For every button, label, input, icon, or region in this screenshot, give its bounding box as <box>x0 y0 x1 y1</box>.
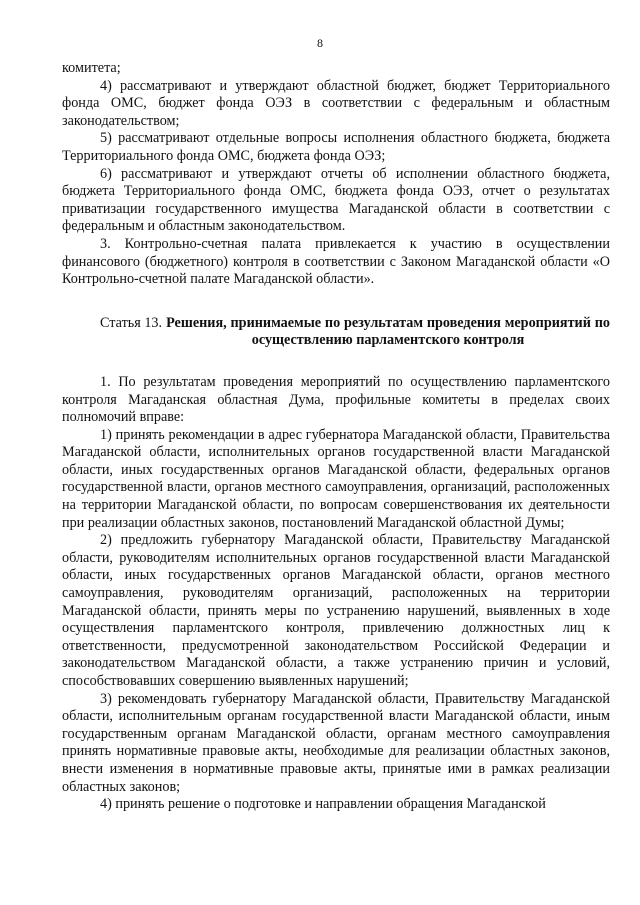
document-body <box>62 60 610 814</box>
article-heading <box>62 315 610 350</box>
page-number: 8 <box>317 36 323 50</box>
paragraph: 4) принять решение о подготовке и направлении обращения Магаданской <box>100 796 546 813</box>
paragraph: комитета; <box>62 60 121 76</box>
article-label: Статья 13. <box>100 314 163 331</box>
paragraph: 6) рассматривают и утверждают отчеты об исполнении областного бюджета, бюджета Территориального фонда ОМС, бюджета фонда ОЭЗ, отчет о результатах приватизации государственного имущества Магаданской области в соответствии с федеральным и областным законодательством. <box>62 165 610 235</box>
paragraph: 4) рассматривают и утверждают областной бюджет, бюджет Территориального фонда ОМС, бюджет фонда ОЭЗ в соответствии с федеральным и областным законодательством; <box>62 77 610 129</box>
paragraph: 1. По результатам проведения мероприятий по осуществлению парламентского контроля Магаданская областная Дума, профильные комитеты в пределах своих полномочий вправе: <box>62 373 610 426</box>
article-title: Решения, принимаемые по результатам проведения мероприятий по осуществлению парламентского контроля <box>166 314 610 349</box>
paragraph: 3) рекомендовать губернатору Магаданской области, Правительству Магаданской области, исполнительным органам государственной власти Магаданской области, иным государственным органам Магаданской области, органам местного самоуправления принять нормативные правовые акты, необходимые для реализации областных законов, внести изменения в нормативные правовые акты, принятые ими в рамках реализации областных законов; <box>62 690 610 795</box>
paragraph: 3. Контрольно-счетная палата привлекается к участию в осуществлении финансового (бюджетного) контроля в соответствии с Законом Магаданской области «О Контрольно-счетной палате Магаданской области». <box>62 235 610 288</box>
paragraph: 2) предложить губернатору Магаданской области, Правительству Магаданской области, руководителям исполнительных органов государственной власти Магаданской области, иных государственных органов Магаданской области, органов местного самоуправления, руководителям организаций, расположенных на территории Магаданской области, принять меры по устранению нарушений, выявленных в ходе осуществления парламентского контроля, привлечению должностных лиц к ответственности, предусмотренной законодательством Российской Федерации и законодательством Магаданской области, а также устранению причин и условий, способствовавших совершению выявленных нарушений; <box>62 532 610 689</box>
paragraph: 1) принять рекомендации в адрес губернатора Магаданской области, Правительства Магаданской области, исполнительных органов государственной власти Магаданской области, иных государственных органов Магаданской области, федеральных органов государственной власти, органов местного самоуправления, организаций, расположенных на территории Магаданской области, по вопросам совершенствования их деятельности при реализации областных законов, постановлений Магаданской областной Думы; <box>62 426 610 531</box>
paragraph: 5) рассматривают отдельные вопросы исполнения областного бюджета, бюджета Территориального фонда ОМС, бюджета фонда ОЭЗ; <box>62 130 610 164</box>
